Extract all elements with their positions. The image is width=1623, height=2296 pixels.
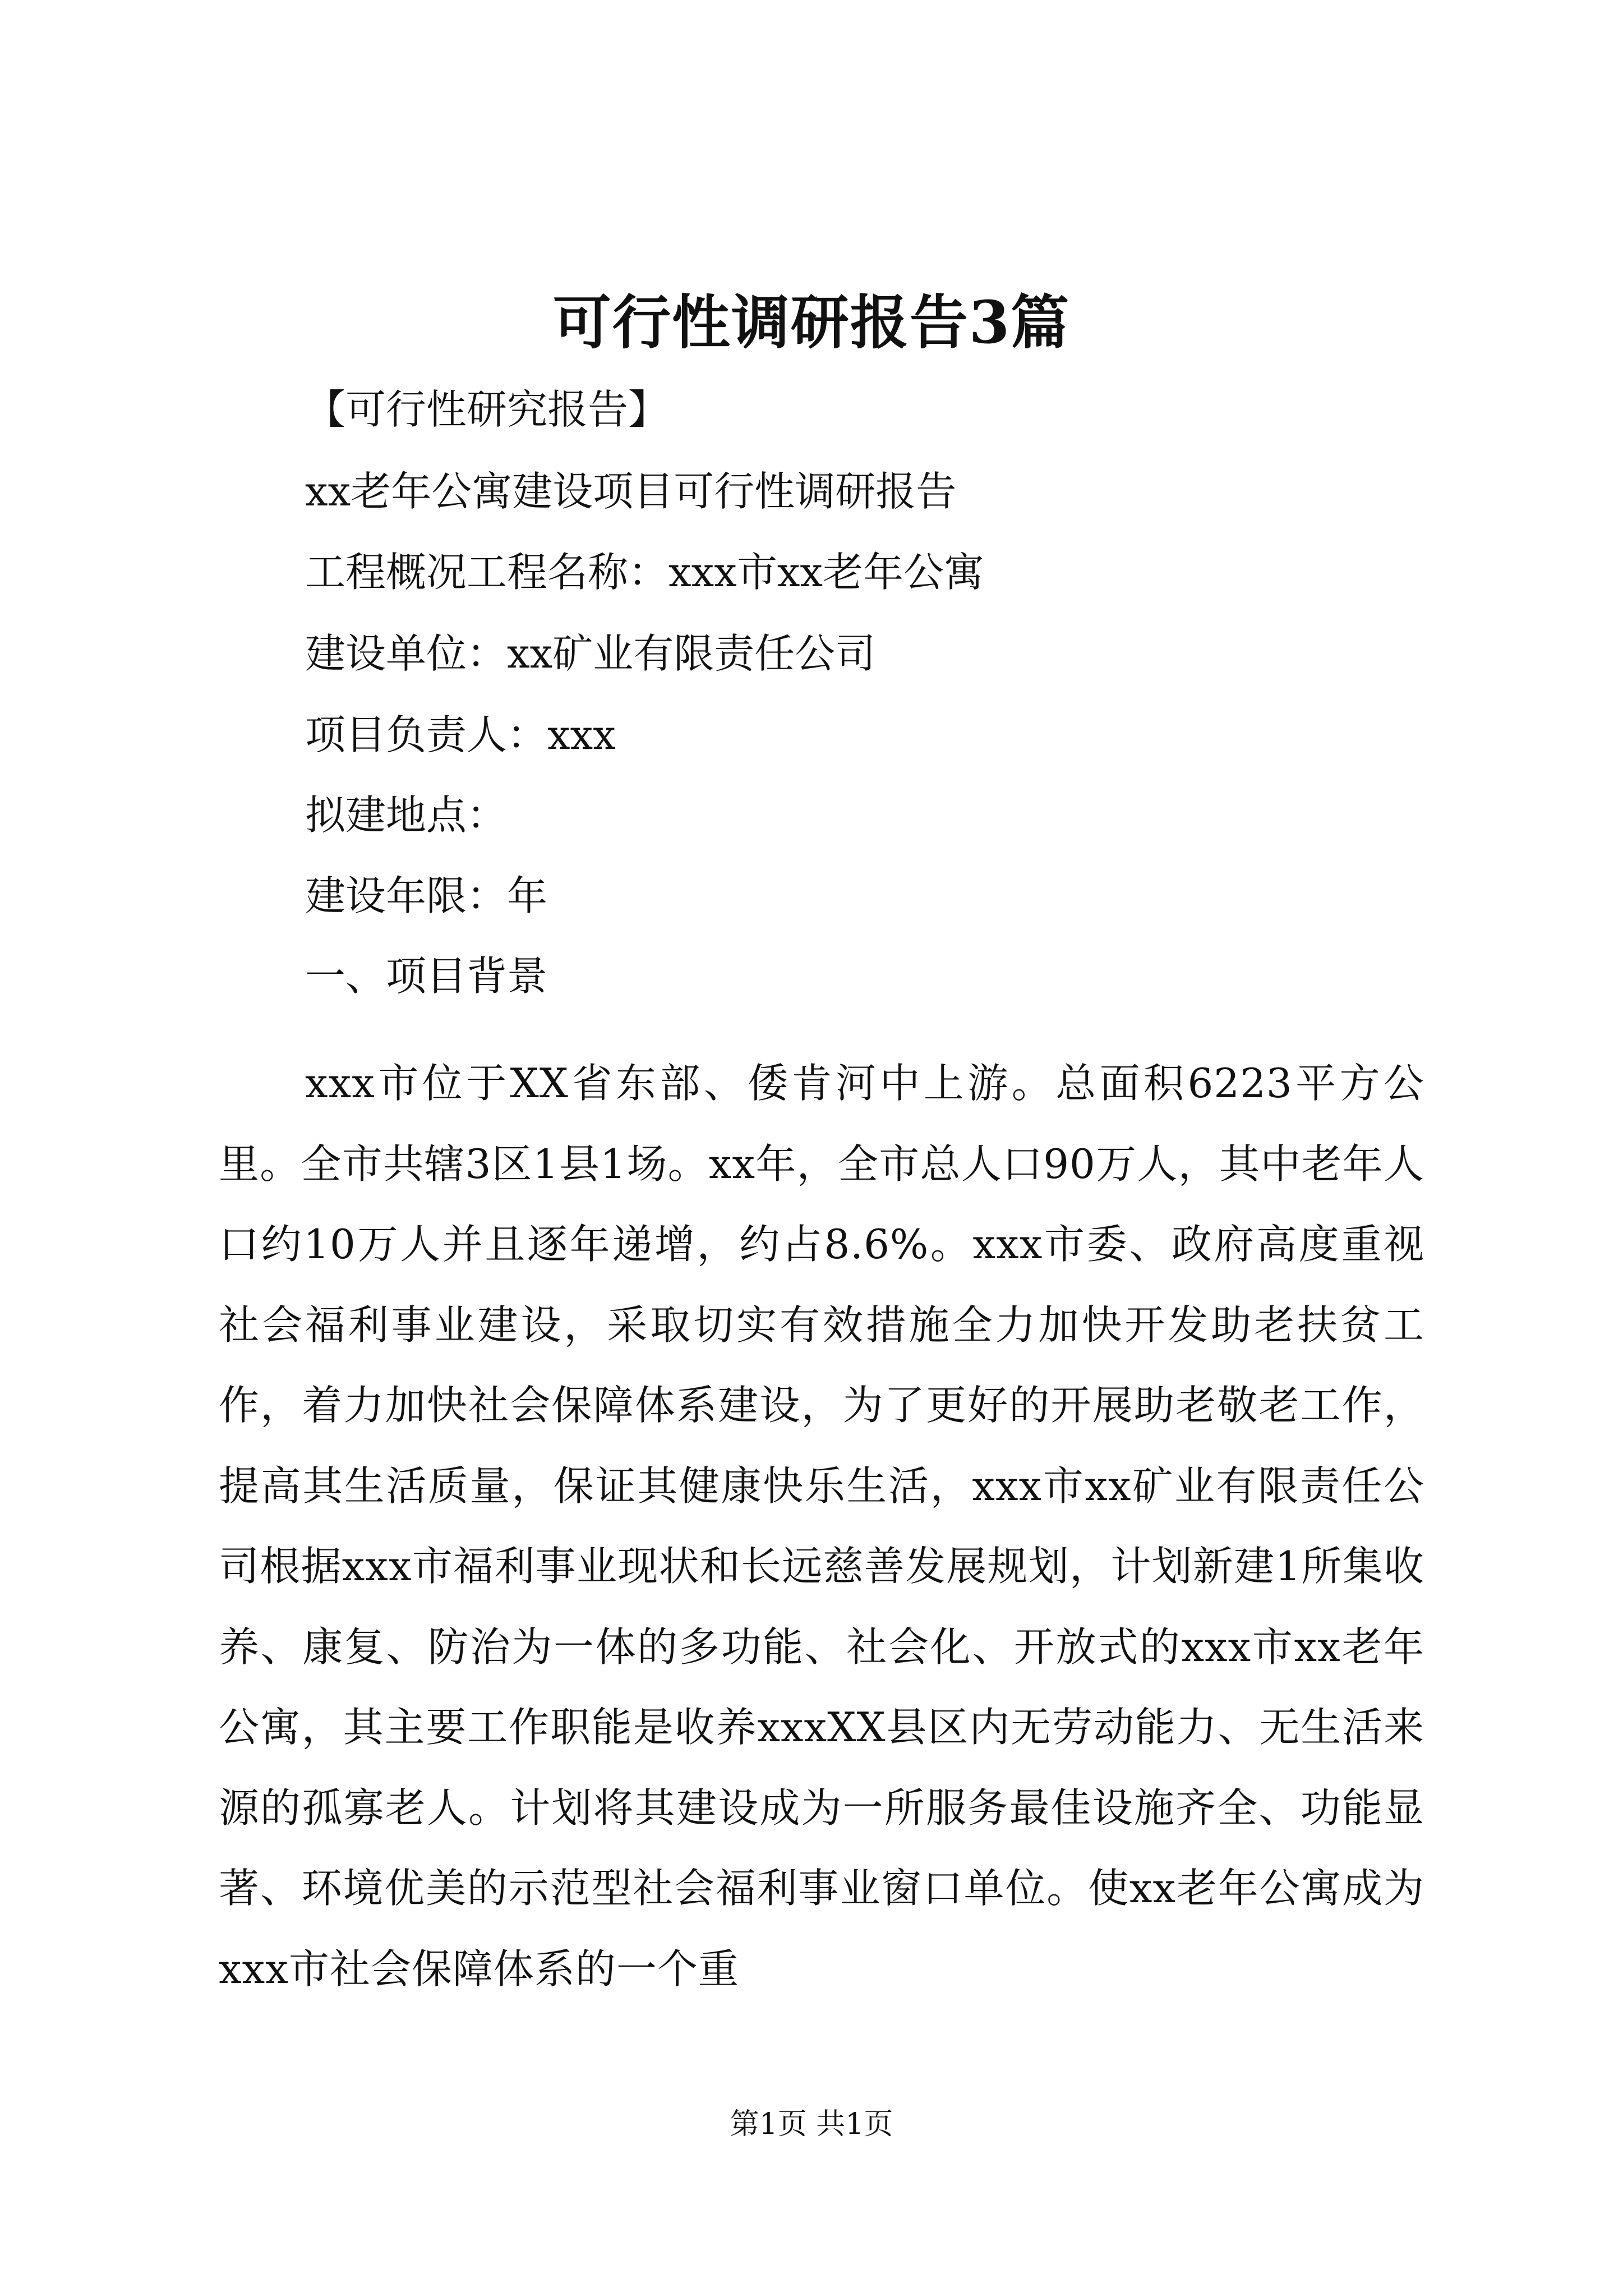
document-subtitle: 【可行性研究报告】 xyxy=(305,386,669,433)
body-paragraph: xxx市位于XX省东部、倭肯河中上游。总面积6223平方公里。全市共辖3区1县1场。xx年，全市总人口90万人，其中老年人口约10万人并且逐年递增，约占8.6%。xxx市委、政府高度重视社会福利事业建设，采取切实有效措施全力加快开发助老扶贫工作，着力加快社会保障体系建设，为了更好的开展助老敬老工作，提高其生活质量，保证其健康快乐生活，xxx市xx矿业有限责任公司根据xxx市福利事业现状和长远慈善发展规划，计划新建1所集收养、康复、防治为一体的多功能、社会化、开放式的xxx市xx老年公寓，其主要工作职能是收养xxxXX县区内无劳动能力、无生活来源的孤寡老人。计划将其建设成为一所服务最佳设施齐全、功能显著、环境优美的示范型社会福利事业窗口单位。使xx老年公寓成为xxx市社会保障体系的一个重 xyxy=(219,1060,1424,1993)
document-title: 可行性调研报告3篇 xyxy=(552,288,1071,357)
project-location: 拟建地点： xyxy=(305,792,508,839)
section-heading: 一、项目背景 xyxy=(305,953,548,1000)
project-duration: 建设年限：年 xyxy=(305,872,548,919)
project-builder: 建设单位：xx矿业有限责任公司 xyxy=(305,630,876,677)
project-title: xx老年公寓建设项目可行性调研报告 xyxy=(305,468,957,515)
project-manager: 项目负责人：xxx xyxy=(305,711,616,758)
project-overview: 工程概况工程名称：xxx市xx老年公寓 xyxy=(305,549,985,596)
page-footer: 第1页 共1页 xyxy=(730,2108,893,2141)
